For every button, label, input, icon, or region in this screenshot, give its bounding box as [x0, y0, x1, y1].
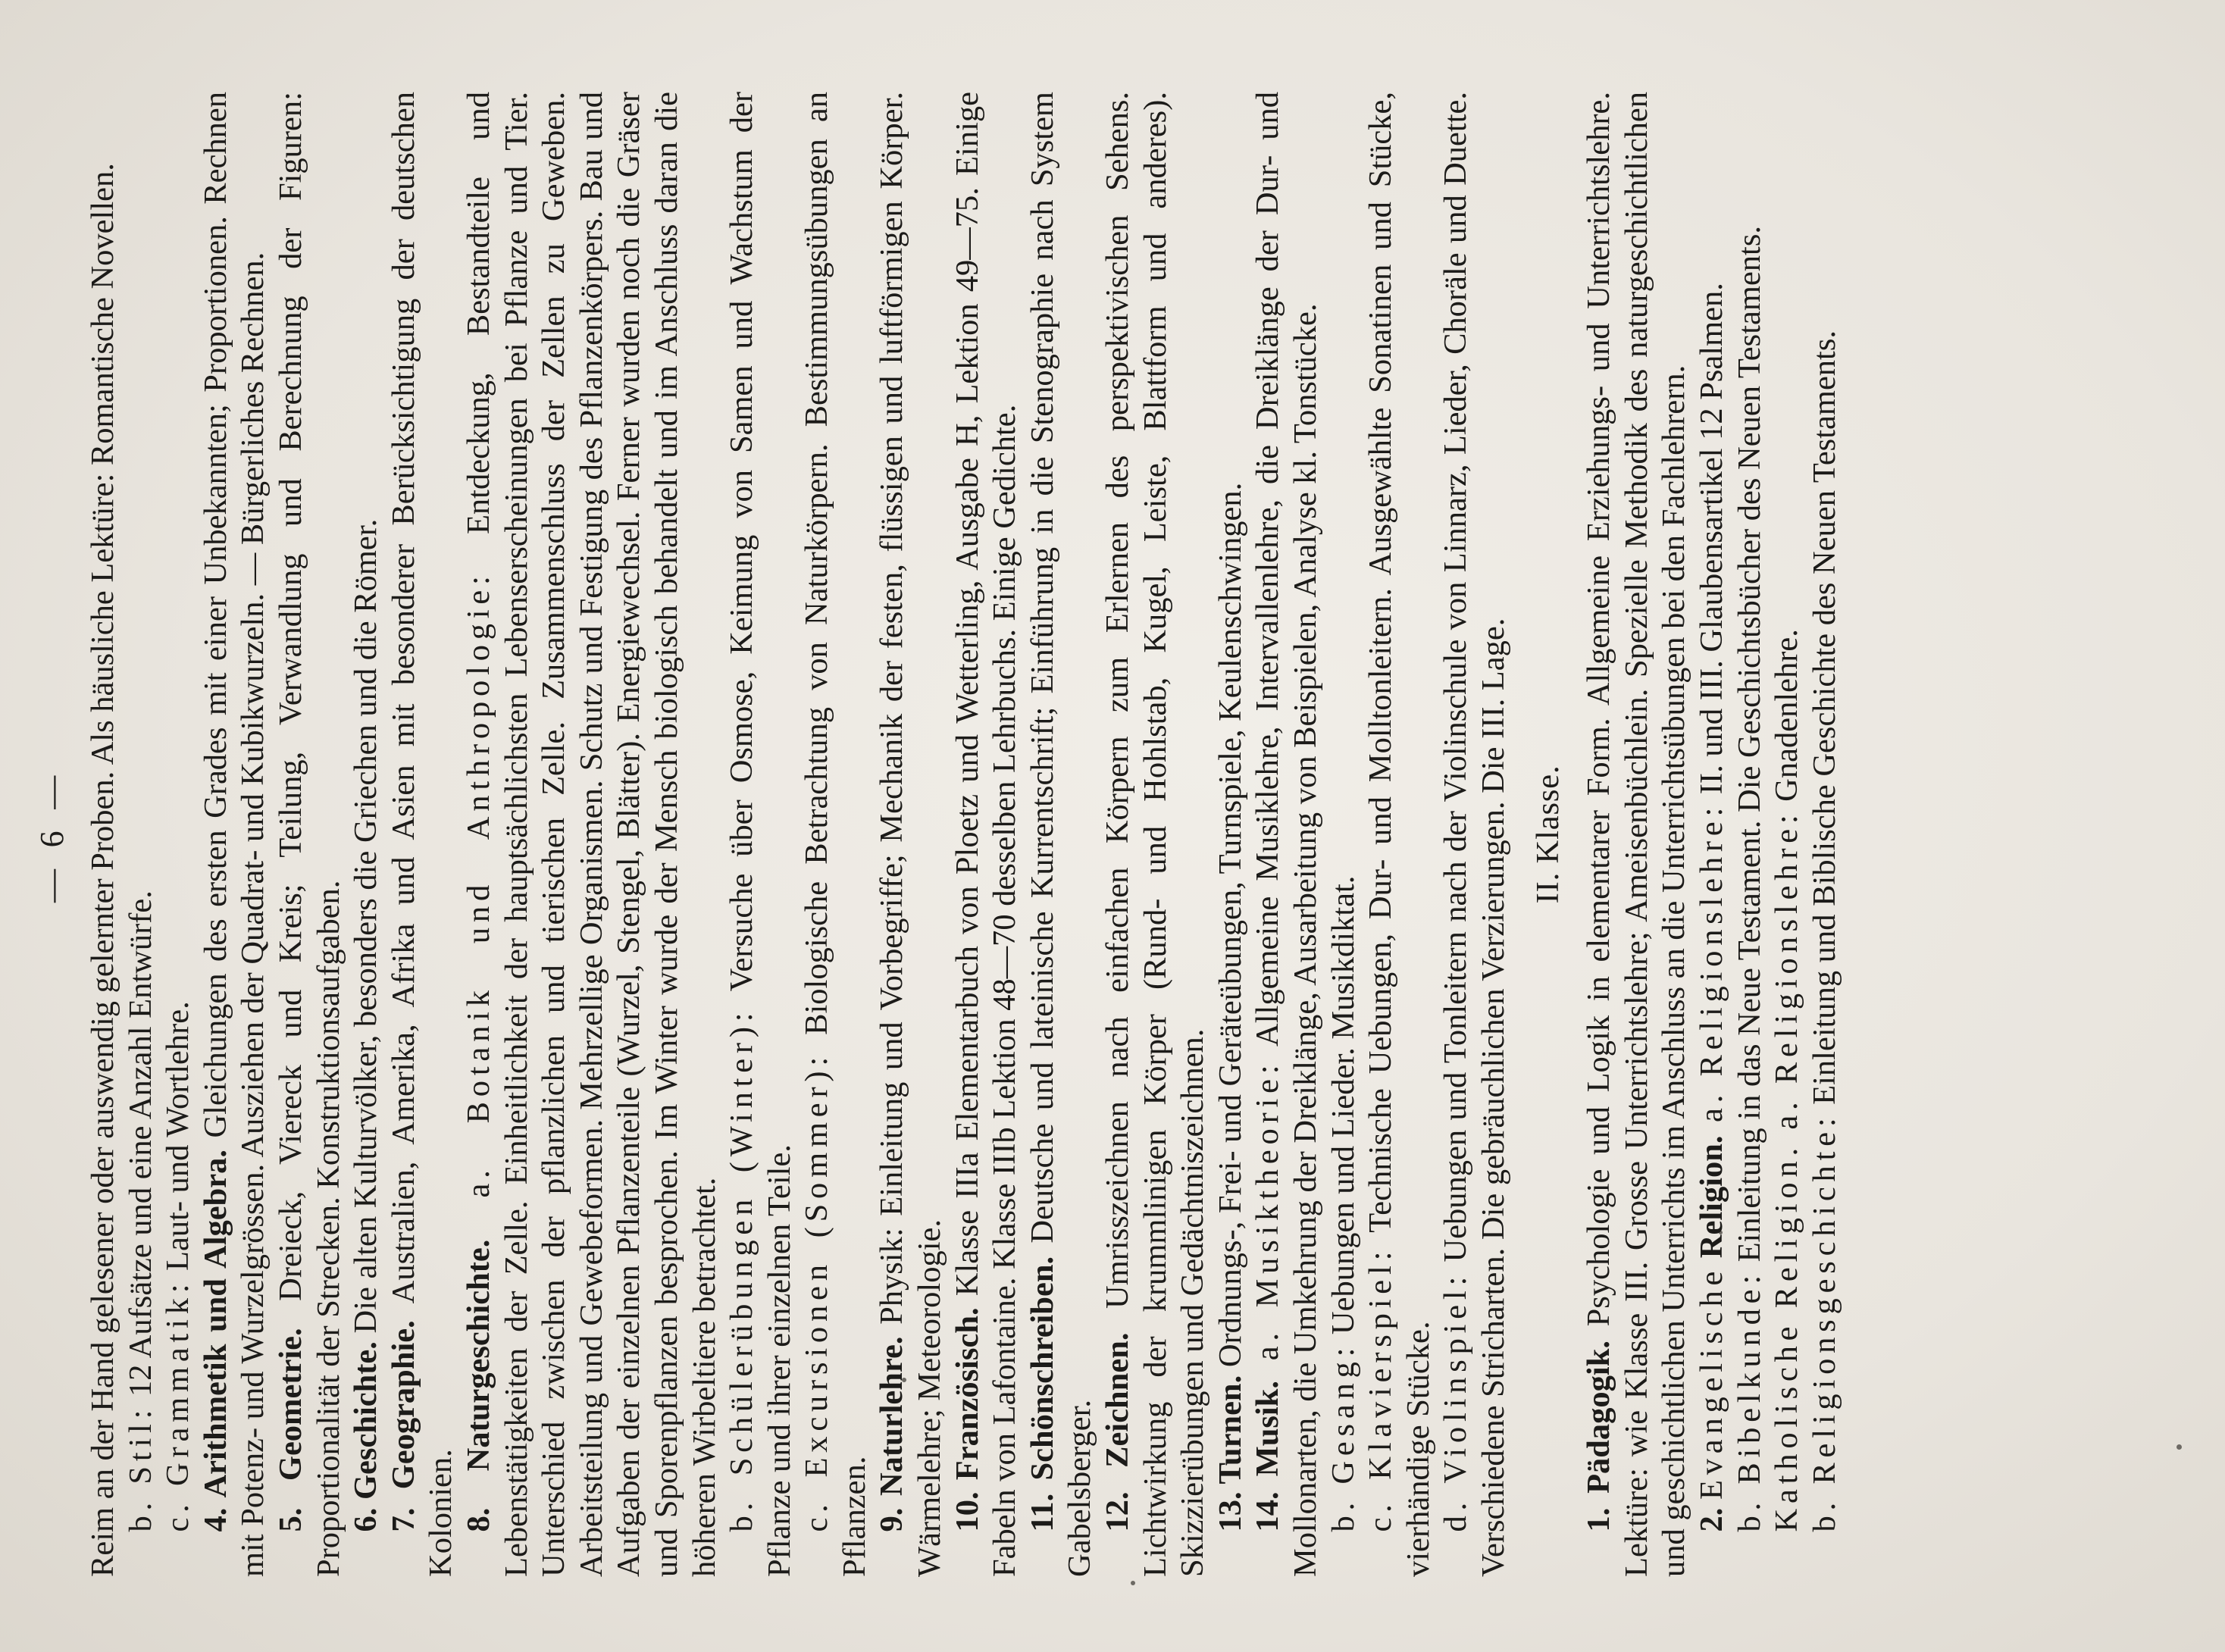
section-heading: 6. Geschichte.	[348, 1341, 384, 1532]
subsection-key: b. Religionsgeschichte:	[1806, 1112, 1842, 1532]
section-text: Gleichungen des ersten Grades mit einer Unbekannten; Proportionen. Rechnen mit Potenz- und Wurzelgrössen. Ausziehen der Quadrat- und Kubikwurzeln. — Bürgerliches Rechnen.	[197, 92, 271, 1577]
section-text: Entdeckung, Bestandteile und Lebenstätigkeiten der Zelle. Einheitlichkeit der hauptsächlichsten Lebenserscheinungen bei Pflanze und Tier. Unterschied zwischen der pflanzlichen und tierischen Zelle. Zusammenschluss der Zellen zu Geweben. Arbeitsteilung und Gewebeformen. Mehrzellige Organismen. Schutz und Festigung des Pflanzenkörpers. Bau und Aufgaben der einzelnen Pflanzenteile (Wurzel, Stengel, Blätter). Energiewechsel. Ferner wurden noch die Gräser und Sporenpflanzen besprochen. Im Winter wurde der Mensch biologisch behandelt und im Anschluss daran die höheren Wirbeltiere betrachtet.	[460, 92, 722, 1577]
section-heading: 9. Naturlehre.	[874, 1336, 910, 1532]
paragraph-text: Gnadenlehre.	[1769, 629, 1805, 810]
section-text: Dreieck, Viereck und Kreis; Teilung, Verwandlung und Berechnung der Figuren: Proportionalität der Strecken. Konstruktionsaufgaben.	[272, 92, 346, 1577]
paragraph	[1806, 92, 1844, 1577]
subsection-key: a. Religionslehre:	[1693, 802, 1729, 1136]
section-musik	[1249, 92, 1324, 1577]
section-religion	[1693, 92, 1731, 1577]
paragraph-text: Einleitung in das Neue Testament. Die Geschichtsbücher des Neuen Testaments.	[1731, 225, 1767, 1271]
paragraph-text: Uebungen und Tonleitern nach der Violinschule von Linnarz, Lieder, Choräle und Duette. Verschiedene Stricharten. Die gebräuchlichen Verzierungen. Die III. Lage.	[1438, 92, 1511, 1577]
section-heading: 4. Arithmetik und Algebra.	[197, 1150, 233, 1532]
section-zeichnen	[1099, 92, 1212, 1577]
paragraph	[1325, 92, 1363, 1577]
subsection-key: a. Musiktheorie:	[1250, 1059, 1286, 1381]
subsection-key: b. Schülerübungen (Winter):	[724, 1007, 760, 1532]
paragraph	[1731, 92, 1769, 1577]
paragraph-text: 12 Aufsätze und eine Anzahl Entwürfe.	[122, 890, 158, 1405]
section-heading: 1. Pädagogik.	[1581, 1341, 1617, 1532]
paragraph	[1768, 92, 1806, 1577]
section-heading: 14. Musik.	[1250, 1381, 1286, 1532]
subsection-key: c. Klavierspiel:	[1363, 1246, 1399, 1532]
subsection-key: b. Bibelkunde:	[1731, 1270, 1767, 1532]
section-number: 2.	[1693, 1500, 1729, 1532]
document-body	[84, 92, 1843, 1577]
subsection-key: d. Violinspiel:	[1438, 1271, 1474, 1532]
subsection-key: b. Gesang:	[1325, 1342, 1361, 1532]
subsection-key: c. Excursionen (Sommer):	[799, 1052, 835, 1532]
section-paedagogik	[1580, 92, 1693, 1577]
section-naturlehre	[873, 92, 948, 1577]
section-arithmetik	[197, 92, 272, 1577]
class-heading-text: II. Klasse.	[1529, 765, 1566, 904]
subsection-key: b. Stil:	[122, 1404, 158, 1532]
subsection-key: Evangelische	[1693, 1266, 1729, 1500]
class-heading	[1529, 92, 1567, 1577]
paragraph-text: Uebungen und Lieder. Musikdiktat.	[1325, 875, 1361, 1343]
section-schoenschreiben	[1024, 92, 1099, 1577]
section-text: II. und III. Glaubensartikel 12 Psalmen.	[1693, 283, 1729, 803]
section-text: Physik: Einleitung und Vorbegriffe; Mechanik der festen, flüssigen und luftförmigen Körper. Wärmelehre; Meteorologie.	[874, 92, 948, 1577]
paragraph	[84, 92, 122, 1577]
section-heading: 10. Französisch.	[949, 1307, 985, 1532]
rotated-text-page	[2, 40, 2101, 1632]
paragraph-text: Biologische Betrachtung von Naturkörpern. Bestimmungsübungen an Pflanzen.	[799, 92, 872, 1577]
section-geometrie	[272, 92, 347, 1577]
paragraph-text: Technische Uebungen, Dur- und Molltonleitern. Ausgewählte Sonatinen und Stücke, vierhändige Stücke.	[1363, 92, 1436, 1577]
subsection-key: a. Religionslehre:	[1769, 809, 1805, 1144]
section-text: Umrisszeichnen nach einfachen Körpern zum Erlernen des perspektivischen Sehens. Lichtwirkung der krummlinigen Körper (Rund- und Hohlstab, Kugel, Leiste, Blattform und anderes). Skizzierübungen und Gedächtniszeichnen.	[1100, 92, 1211, 1577]
subsection-key: a. Botanik und Anthropologie:	[460, 571, 496, 1240]
section-heading: Religion.	[1693, 1135, 1729, 1266]
section-franzoesisch	[949, 92, 1024, 1577]
paragraph-text: Versuche über Osmose, Keimung von Samen und Wachstum der Pflanze und ihrer einzelnen Teile.	[724, 92, 797, 1577]
section-geographie	[385, 92, 460, 1577]
section-heading: 11. Schönschreiben.	[1024, 1256, 1060, 1532]
section-heading: 12. Zeichnen.	[1100, 1332, 1136, 1532]
paragraph	[122, 92, 160, 1577]
section-heading: 5. Geometrie.	[272, 1328, 308, 1532]
subsection-key: Katholische Religion.	[1769, 1143, 1805, 1532]
paragraph-text: Laut- und Wortlehre.	[160, 1001, 196, 1279]
section-text: Ordnungs-, Frei- und Geräteübungen, Turnspiele, Keulenschwingen.	[1212, 482, 1248, 1375]
section-text: Deutsche und lateinische Kurrentschrift; Einführung in die Stenographie nach System Gabelsberger.	[1024, 92, 1098, 1577]
scan-speck	[2176, 1444, 2182, 1450]
page-number: — 6 —	[33, 769, 70, 903]
paragraph	[1362, 92, 1437, 1577]
section-naturgeschichte	[460, 92, 723, 1577]
section-text: Australien, Amerika, Afrika und Asien mit besonderer Berücksichtigung der deutschen Kolonien.	[385, 92, 459, 1577]
section-heading: 8. Naturgeschichte.	[460, 1239, 496, 1532]
paragraph	[723, 92, 798, 1577]
section-text: Die alten Kulturvölker, besonders die Griechen und die Römer.	[348, 518, 384, 1342]
section-heading: 7. Geographie.	[385, 1320, 421, 1532]
section-geschichte	[347, 92, 385, 1577]
section-heading: 13. Turnen.	[1212, 1375, 1248, 1532]
section-text: Psychologie und Logik in elementarer Form. Allgemeine Erziehungs- und Unterrichtslehre. Lektüre: wie Klasse III. Grosse Unterrichtslehre; Ameisenbüchlein. Spezielle Methodik des naturgeschichtlichen und geschichtlichen Unterrichts im Anschluss an die Unterrichtsübungen bei den Fachlehrern.	[1581, 92, 1692, 1577]
paragraph-text: Einleitung und Biblische Geschichte des Neuen Testaments.	[1806, 330, 1842, 1113]
paragraph	[798, 92, 873, 1577]
section-text: Allgemeine Musiklehre, Intervallenlehre, die Dreiklänge der Dur- und Mollonarten, die Umkehrung der Dreiklänge, Ausarbeitung von Beispielen, Analyse kl. Tonstücke.	[1250, 91, 1323, 1577]
paragraph-text: Reim an der Hand gelesener oder auswendig gelernter Proben. Als häusliche Lektüre: Romantische Novellen.	[85, 163, 120, 1577]
subsection-key: c. Grammatik:	[160, 1278, 196, 1532]
section-text: Klasse IIIa Elementarbuch von Ploetz und Wetterling, Ausgabe H, Lektion 49—75. Einige Fabeln von Lafontaine. Klasse IIIb Lektion 48—70 desselben Lehrbuchs. Einige Gedichte.	[949, 92, 1023, 1577]
paragraph	[1437, 92, 1512, 1577]
section-turnen	[1212, 92, 1250, 1577]
paragraph	[159, 92, 197, 1577]
